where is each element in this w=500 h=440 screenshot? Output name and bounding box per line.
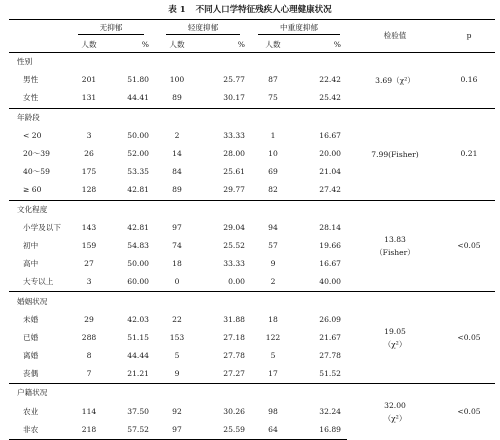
p-value: <0.05: [443, 384, 495, 440]
table-caption: [0, 3, 500, 15]
percent-cell: 29.04: [223, 222, 245, 232]
count-cell: 74: [172, 240, 182, 250]
count-cell: 82: [268, 185, 278, 195]
row-label: 女性: [23, 93, 39, 103]
section-row: [9, 53, 495, 72]
count-cell: 10: [268, 149, 278, 159]
percent-cell: 25.52: [223, 240, 245, 250]
percent-cell: 25.59: [199, 421, 251, 440]
percent-cell: 33.33: [223, 259, 245, 269]
percent-cell: 27.78: [319, 351, 341, 361]
count-cell: 18: [268, 314, 278, 324]
count-cell: 3: [86, 130, 92, 140]
test-statistic-line: （χ²）: [383, 413, 407, 423]
count-cell: 89: [172, 185, 182, 195]
row-label: 未婚: [23, 314, 39, 324]
header-p: p: [443, 20, 495, 53]
count-cell: 9: [270, 259, 276, 269]
percent-cell: 27.78: [223, 351, 245, 361]
percent-cell: 44.41: [127, 93, 149, 103]
test-statistic: [347, 384, 443, 440]
section-row: [9, 292, 495, 311]
count-cell: 94: [268, 222, 278, 232]
row-label: < 20: [23, 130, 42, 140]
count-cell: 97: [155, 421, 199, 440]
percent-cell: 22.42: [319, 75, 341, 85]
test-statistic-line: 3.69（χ²）: [375, 75, 415, 85]
test-statistic-line: （χ²）: [383, 339, 407, 349]
count-cell: 64: [251, 421, 295, 440]
percent-cell: 51.80: [127, 75, 149, 85]
percent-cell: 42.81: [127, 222, 149, 232]
count-cell: 2: [174, 130, 180, 140]
section-title: 户籍状况: [9, 384, 67, 403]
percent-cell: 16.89: [295, 421, 347, 440]
percent-cell: 51.15: [127, 332, 149, 342]
count-cell: 288: [81, 332, 97, 342]
row-label: 非农: [9, 421, 67, 440]
percent-cell: 37.50: [127, 406, 149, 416]
count-cell: 27: [84, 259, 94, 269]
row-label: 离婚: [23, 351, 39, 361]
header-percent: %: [295, 37, 347, 53]
row-label: 大专以上: [23, 277, 54, 287]
table-number: 表 1: [168, 5, 186, 15]
percent-cell: 52.00: [127, 149, 149, 159]
section-title: 文化程度: [9, 200, 67, 219]
percent-cell: 25.61: [223, 167, 245, 177]
section-title: 婚姻状况: [9, 292, 67, 311]
test-statistic-line: 7.99(Fisher): [371, 149, 419, 159]
percent-cell: 57.52: [111, 421, 155, 440]
percent-cell: 0.00: [228, 277, 245, 287]
count-cell: 175: [81, 167, 97, 177]
count-cell: 0: [174, 277, 180, 287]
row-label: 男性: [23, 75, 39, 85]
percent-cell: 27.42: [319, 185, 341, 195]
percent-cell: 50.00: [127, 130, 149, 140]
header-test-value: 检验值: [347, 20, 443, 53]
percent-cell: 60.00: [127, 277, 149, 287]
percent-cell: 31.88: [223, 314, 245, 324]
header-group-moderate-severe: 中重度抑郁: [251, 20, 347, 38]
percent-cell: 28.14: [319, 222, 341, 232]
count-cell: 131: [81, 93, 97, 103]
percent-cell: 26.09: [319, 314, 341, 324]
percent-cell: 25.77: [223, 75, 245, 85]
count-cell: 153: [169, 332, 185, 342]
table-title: 不同人口学特征残疾人心理健康状况: [195, 5, 332, 15]
count-cell: 26: [84, 149, 94, 159]
test-statistic: [347, 200, 443, 292]
section-title: 年龄段: [9, 108, 67, 127]
p-value: <0.05: [443, 200, 495, 292]
count-cell: 87: [268, 75, 278, 85]
count-cell: 75: [268, 93, 278, 103]
psych-health-table: [9, 19, 495, 440]
percent-cell: 25.42: [319, 93, 341, 103]
header-percent: %: [199, 37, 251, 53]
percent-cell: 53.35: [127, 167, 149, 177]
percent-cell: 50.00: [127, 259, 149, 269]
percent-cell: 33.33: [223, 130, 245, 140]
percent-cell: 54.83: [127, 240, 149, 250]
row-label: 初中: [23, 240, 39, 250]
header-group-none: 无抑郁: [67, 20, 155, 38]
count-cell: 218: [67, 421, 111, 440]
count-cell: 2: [270, 277, 276, 287]
percent-cell: 16.67: [319, 130, 341, 140]
percent-cell: 42.03: [127, 314, 149, 324]
percent-cell: 51.52: [319, 369, 341, 379]
count-cell: 122: [265, 332, 281, 342]
count-cell: 128: [81, 185, 97, 195]
test-statistic-line: 13.83: [384, 234, 406, 244]
percent-cell: 30.17: [223, 93, 245, 103]
percent-cell: 32.24: [319, 406, 341, 416]
test-statistic-line: （Fisher）: [375, 247, 415, 257]
test-statistic-line: 32.00: [384, 400, 406, 410]
count-cell: 97: [172, 222, 182, 232]
test-statistic: [347, 292, 443, 384]
p-value: 0.16: [443, 53, 495, 109]
section-row: [9, 200, 495, 219]
section-title: 性别: [9, 53, 67, 72]
header-row-groups: [9, 20, 495, 38]
count-cell: 201: [81, 75, 97, 85]
section-row: [9, 384, 495, 403]
header-count: 人数: [251, 37, 295, 53]
count-cell: 5: [270, 351, 276, 361]
count-cell: 92: [172, 406, 182, 416]
header-percent: %: [111, 37, 155, 53]
header-group-mild: 轻度抑郁: [155, 20, 251, 38]
count-cell: 143: [81, 222, 97, 232]
percent-cell: 21.67: [319, 332, 341, 342]
count-cell: 5: [174, 351, 180, 361]
percent-cell: 21.21: [127, 369, 149, 379]
header-count: 人数: [155, 37, 199, 53]
row-label: 20～39: [23, 149, 50, 159]
count-cell: 8: [86, 351, 92, 361]
percent-cell: 42.81: [127, 185, 149, 195]
count-cell: 57: [268, 240, 278, 250]
count-cell: 98: [268, 406, 278, 416]
test-statistic: [347, 108, 443, 200]
count-cell: 3: [86, 277, 92, 287]
row-label: 丧偶: [23, 369, 39, 379]
row-label: 高中: [23, 259, 39, 269]
percent-cell: 20.00: [319, 149, 341, 159]
percent-cell: 21.04: [319, 167, 341, 177]
table-body: [9, 53, 495, 440]
test-statistic-line: 19.05: [384, 326, 406, 336]
count-cell: 1: [270, 130, 276, 140]
percent-cell: 30.26: [223, 406, 245, 416]
count-cell: 89: [172, 93, 182, 103]
section-row: [9, 108, 495, 127]
row-label: 小学及以下: [23, 222, 61, 232]
count-cell: 100: [169, 75, 185, 85]
count-cell: 14: [172, 149, 182, 159]
percent-cell: 28.00: [223, 149, 245, 159]
count-cell: 22: [172, 314, 182, 324]
header-count: 人数: [67, 37, 111, 53]
count-cell: 69: [268, 167, 278, 177]
percent-cell: 16.67: [319, 259, 341, 269]
percent-cell: 44.44: [127, 351, 149, 361]
p-value: <0.05: [443, 292, 495, 384]
row-label: 农业: [23, 406, 39, 416]
count-cell: 159: [81, 240, 97, 250]
percent-cell: 19.66: [319, 240, 341, 250]
row-label: 已婚: [23, 332, 39, 342]
p-value: 0.21: [443, 108, 495, 200]
row-label: ≥ 60: [23, 185, 42, 195]
percent-cell: 27.18: [223, 332, 245, 342]
count-cell: 84: [172, 167, 182, 177]
count-cell: 9: [174, 369, 180, 379]
percent-cell: 29.77: [223, 185, 245, 195]
count-cell: 17: [268, 369, 278, 379]
test-statistic: [347, 53, 443, 109]
count-cell: 29: [84, 314, 94, 324]
count-cell: 7: [86, 369, 92, 379]
count-cell: 114: [81, 406, 97, 416]
header-blank: [9, 20, 67, 38]
percent-cell: 27.27: [223, 369, 245, 379]
count-cell: 18: [172, 259, 182, 269]
row-label: 40～59: [23, 167, 50, 177]
percent-cell: 40.00: [319, 277, 341, 287]
